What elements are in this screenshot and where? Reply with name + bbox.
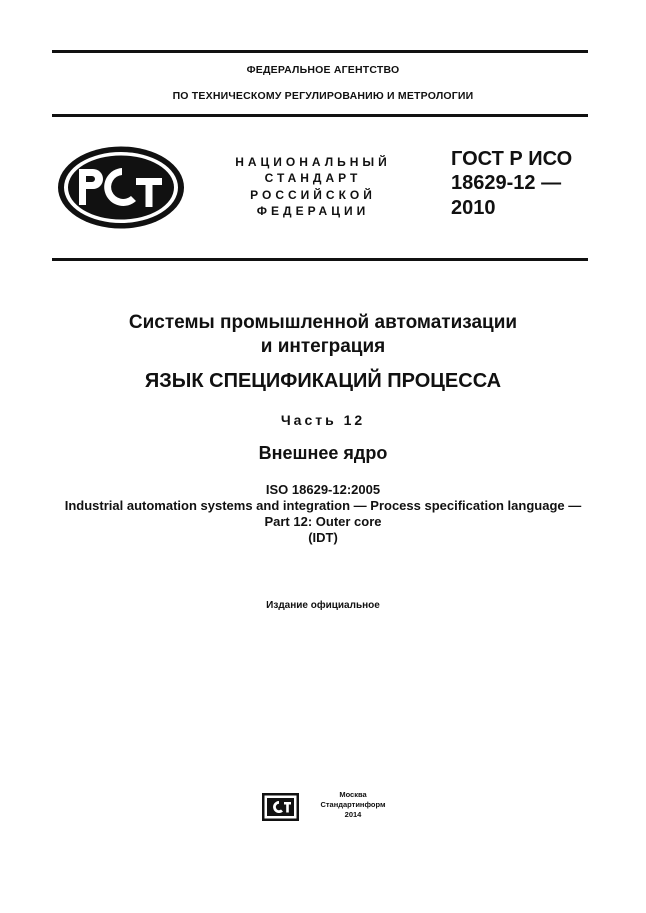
national-standard-line-2: СТАНДАРТ: [264, 171, 362, 185]
title-rule: [52, 258, 588, 261]
iso-reference-line-1: ISO 18629-12:2005: [265, 482, 381, 497]
part-number: Часть 12: [280, 412, 366, 428]
agency-line-2: ПО ТЕХНИЧЕСКОМУ РЕГУЛИРОВАНИЮ И МЕТРОЛОГИИ: [172, 90, 474, 102]
iso-reference-line-3: Part 12: Outer core: [264, 514, 382, 529]
rst-certification-logo-icon: [56, 145, 186, 230]
part-subtitle: Внешнее ядро: [258, 443, 388, 463]
designation-line-1: ГОСТ Р ИСО: [451, 148, 573, 170]
top-rule: [52, 50, 588, 53]
edition-note: Издание официальное: [266, 600, 380, 611]
designation-line-2: 18629-12 —: [451, 172, 562, 194]
iso-reference-line-2: Industrial automation systems and integration — Process specification language —: [64, 498, 582, 513]
national-standard-line-4: ФЕДЕРАЦИИ: [256, 204, 370, 218]
publisher-year: 2014: [344, 810, 362, 819]
agency-line-1: ФЕДЕРАЛЬНОЕ АГЕНТСТВО: [246, 64, 400, 76]
iso-reference-line-4: (IDT): [308, 530, 338, 545]
title-main: ЯЗЫК СПЕЦИФИКАЦИЙ ПРОЦЕССА: [144, 370, 502, 392]
publisher-name: Стандартинформ: [320, 800, 386, 809]
title-line-2: и интеграция: [260, 336, 386, 357]
title-line-1: Системы промышленной автоматизации: [128, 312, 518, 333]
national-standard-line-3: РОССИЙСКОЙ: [250, 188, 376, 202]
publisher-city: Москва: [339, 790, 367, 799]
standartinform-logo-icon: [262, 793, 299, 821]
designation-line-3: 2010: [451, 197, 496, 219]
header-rule: [52, 114, 588, 117]
national-standard-line-1: НАЦИОНАЛЬНЫЙ: [235, 155, 391, 169]
